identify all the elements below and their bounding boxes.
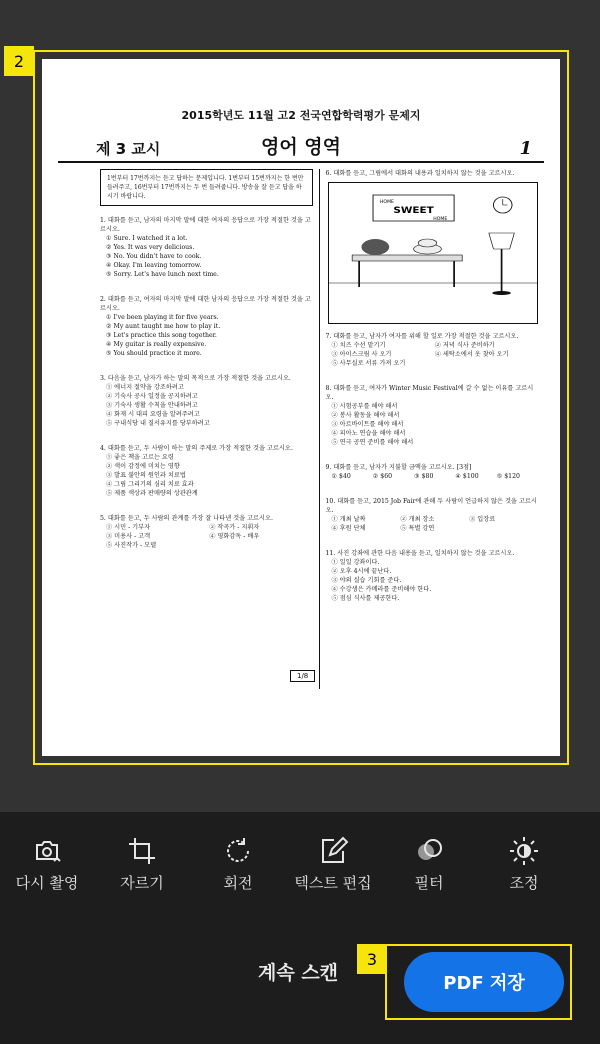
- question-text: 10. 대화를 듣고, 2015 Job Fair에 관해 두 사람이 언급하지 않은 것을 고르시오.: [325, 498, 537, 514]
- options-grid: [326, 472, 539, 481]
- right-column: [320, 169, 545, 689]
- option: ⑤ You should practice it more.: [106, 350, 202, 357]
- adjust-button[interactable]: [479, 834, 569, 893]
- option: ① 에너지 절약을 강조하려고: [106, 384, 184, 391]
- exam-header: [58, 127, 544, 163]
- annotation-badge-2: 2: [4, 46, 34, 76]
- option: ⑤ 특별 강연: [400, 525, 435, 532]
- options-grid: [326, 515, 539, 533]
- option: ⑤ 사진작가 - 모델: [106, 542, 157, 549]
- annotation-badge-3: 3: [357, 944, 387, 974]
- option: ⑤ 제품 색상과 판매량의 상관관계: [106, 490, 198, 497]
- question-6-picture: [328, 182, 539, 324]
- option: ④ My guitar is really expensive.: [106, 341, 207, 348]
- question-text: 1. 대화를 듣고, 남자의 마지막 말에 대한 여자의 응답으로 가장 적절한 것을 고르시오.: [100, 217, 311, 233]
- option: ⑤ 구내식당 내 질서유지를 당부하려고: [106, 420, 210, 427]
- option: ① 치즈 수선 맡기기: [331, 342, 386, 349]
- question-text: 7. 대화를 듣고, 남자가 여자를 위해 할 일로 가장 적절한 것을 고르시오.: [325, 333, 519, 340]
- option: ④ 영화감독 - 배우: [209, 533, 260, 540]
- rotate-icon: [221, 834, 255, 868]
- option: ③ 야외 실습 기회를 준다.: [331, 577, 402, 584]
- filter-icon: [412, 834, 446, 868]
- option: ④ 수강생은 카메라를 준비해야 한다.: [331, 586, 432, 593]
- basket: [361, 239, 389, 255]
- room-illustration: [329, 183, 538, 323]
- option: ① 개최 날짜: [331, 516, 366, 523]
- option: ④ 후원 단체: [331, 525, 366, 532]
- sign-home-left: HOME: [379, 200, 394, 205]
- option: ② 오후 4시에 끝난다.: [331, 568, 392, 575]
- option: ③ 미용사 - 고객: [106, 533, 151, 540]
- option: ③ 입장료: [469, 516, 496, 523]
- option: ② Yes. It was very delicious.: [106, 244, 195, 251]
- option: ④ Okay. I'm leaving tomorrow.: [106, 262, 202, 269]
- continue-scan-button[interactable]: 계속 스캔: [258, 962, 339, 984]
- question-text: 11. 사진 강좌에 관한 다음 내용을 듣고, 일치하지 않는 것을 고르시오.: [325, 550, 515, 557]
- option: ② 개최 장소: [400, 516, 435, 523]
- question-4: [100, 444, 313, 498]
- options-grid: [100, 523, 313, 550]
- question-text: 2. 대화를 듣고, 여자의 마지막 말에 대한 남자의 응답으로 가장 적절한 것을 고르시오.: [100, 296, 311, 312]
- option: ④ 피아노 연습을 해야 해서: [331, 430, 406, 437]
- option: ③ 기숙사 생활 수칙을 안내하려고: [106, 402, 198, 409]
- intro-box: 1번부터 17번까지는 듣고 답하는 문제입니다. 1번부터 15번까지는 한 번만 들려주고, 16번부터 17번까지는 두 번 들려줍니다. 방송을 잘 듣고 답을 하시기 바랍니다.: [100, 169, 313, 206]
- question-7: [326, 332, 539, 368]
- option: ② $60: [372, 473, 393, 480]
- document-highlight-frame: [33, 50, 569, 765]
- option: ① 일일 강좌이다.: [331, 559, 380, 566]
- option: ④ 세탁소에서 옷 찾아 오기: [434, 351, 509, 358]
- crop-label: 자르기: [120, 874, 164, 892]
- rotate-label: 회전: [223, 874, 253, 892]
- question-6-text: 6. 대화를 듣고, 그림에서 대화의 내용과 일치하지 않는 것을 고르시오.: [325, 170, 515, 177]
- sign-home-right: HOME: [432, 217, 447, 222]
- option: ① 시험공부를 해야 해서: [331, 403, 398, 410]
- scanned-document[interactable]: [42, 59, 560, 756]
- edit-text-label: 텍스트 편집: [294, 874, 372, 892]
- options-grid: [326, 341, 539, 368]
- option: ① I've been playing it for five years.: [106, 314, 219, 321]
- question-10: [326, 497, 539, 533]
- option: ④ 그림 그리기의 심리 치료 효과: [106, 481, 194, 488]
- table: [352, 255, 462, 261]
- option: ② My aunt taught me how to play it.: [106, 323, 221, 330]
- filter-button[interactable]: [384, 834, 474, 893]
- retake-button[interactable]: [2, 834, 92, 893]
- question-9: [326, 463, 539, 481]
- question-5: [100, 514, 313, 550]
- option: ② 기숙사 공사 일정을 공지하려고: [106, 393, 198, 400]
- option: ① 좋은 책을 고르는 요령: [106, 454, 174, 461]
- crop-icon: [125, 834, 159, 868]
- question-8: [326, 384, 539, 447]
- rotate-button[interactable]: [193, 834, 283, 893]
- question-11: [326, 549, 539, 603]
- exam-subject: 영어 영역: [260, 136, 342, 158]
- option: ⑤ $120: [496, 473, 520, 480]
- option: ② 색이 감정에 미치는 영향: [106, 463, 180, 470]
- option: ① Sure. I watched it a lot.: [106, 235, 188, 242]
- question-1: [100, 216, 313, 279]
- option: ④ 화재 시 대피 요령을 알려주려고: [106, 411, 200, 418]
- sign-text: SWEET: [392, 205, 434, 216]
- page-number: 1: [519, 138, 532, 159]
- option: ④ $100: [455, 473, 479, 480]
- question-text: 3. 다음을 듣고, 남자가 하는 말의 목적으로 가장 적절한 것을 고르시오.: [100, 375, 291, 382]
- option: ② 봉사 활동을 해야 해서: [331, 412, 400, 419]
- edit-text-button[interactable]: [288, 834, 378, 893]
- question-text: 5. 대화를 듣고, 두 사람의 관계를 가장 잘 나타낸 것을 고르시오.: [100, 515, 273, 522]
- option: ② 작곡가 - 지휘자: [209, 524, 260, 531]
- exam-title: 2015학년도 11월 고2 전국연합학력평가 문제지: [181, 109, 421, 122]
- camera-retake-icon: [30, 834, 64, 868]
- question-3: [100, 374, 313, 428]
- exam-period: 제 3 교시: [96, 140, 161, 158]
- exam-columns: [58, 169, 544, 689]
- option: ⑤ 연극 공연 준비를 해야 해서: [331, 439, 414, 446]
- option: ③ 아르바이트를 해야 해서: [331, 421, 404, 428]
- retake-label: 다시 촬영: [15, 874, 79, 892]
- question-text: 4. 대화를 듣고, 두 사람이 하는 말의 주제로 가장 적절한 것을 고르시오.: [100, 445, 293, 452]
- page-indicator: 1/8: [290, 670, 315, 682]
- edit-text-icon: [316, 834, 350, 868]
- option: ⑤ 점심 식사를 제공한다.: [331, 595, 400, 602]
- option: ③ Let's practice this song together.: [106, 332, 217, 339]
- save-pdf-button[interactable]: PDF 저장: [404, 952, 564, 1012]
- left-column: [58, 169, 320, 689]
- option: ① 시민 - 기부자: [106, 524, 151, 531]
- crop-button[interactable]: [97, 834, 187, 893]
- question-2: [100, 295, 313, 358]
- option: ③ $80: [414, 473, 434, 480]
- option: ⑤ Sorry. Let's have lunch next time.: [106, 271, 219, 278]
- filter-label: 필터: [414, 874, 444, 892]
- option: ① $40: [331, 473, 351, 480]
- option: ⑤ 사무실로 서류 가져 오기: [331, 360, 406, 367]
- lamp: [488, 233, 513, 249]
- option: ③ No. You didn't have to cook.: [106, 253, 202, 260]
- option: ③ 아이스크림 사 오기: [331, 351, 392, 358]
- option: ③ 발표 불안의 원인과 치료법: [106, 472, 186, 479]
- adjust-label: 조정: [509, 874, 539, 892]
- brightness-icon: [507, 834, 541, 868]
- question-text: 9. 대화를 듣고, 남자가 지불할 금액을 고르시오. [3점]: [325, 464, 472, 471]
- question-text: 8. 대화를 듣고, 여자가 Winter Music Festival에 갈 수 없는 이유를 고르시오.: [325, 385, 534, 401]
- option: ② 저녁 식사 준비하기: [434, 342, 495, 349]
